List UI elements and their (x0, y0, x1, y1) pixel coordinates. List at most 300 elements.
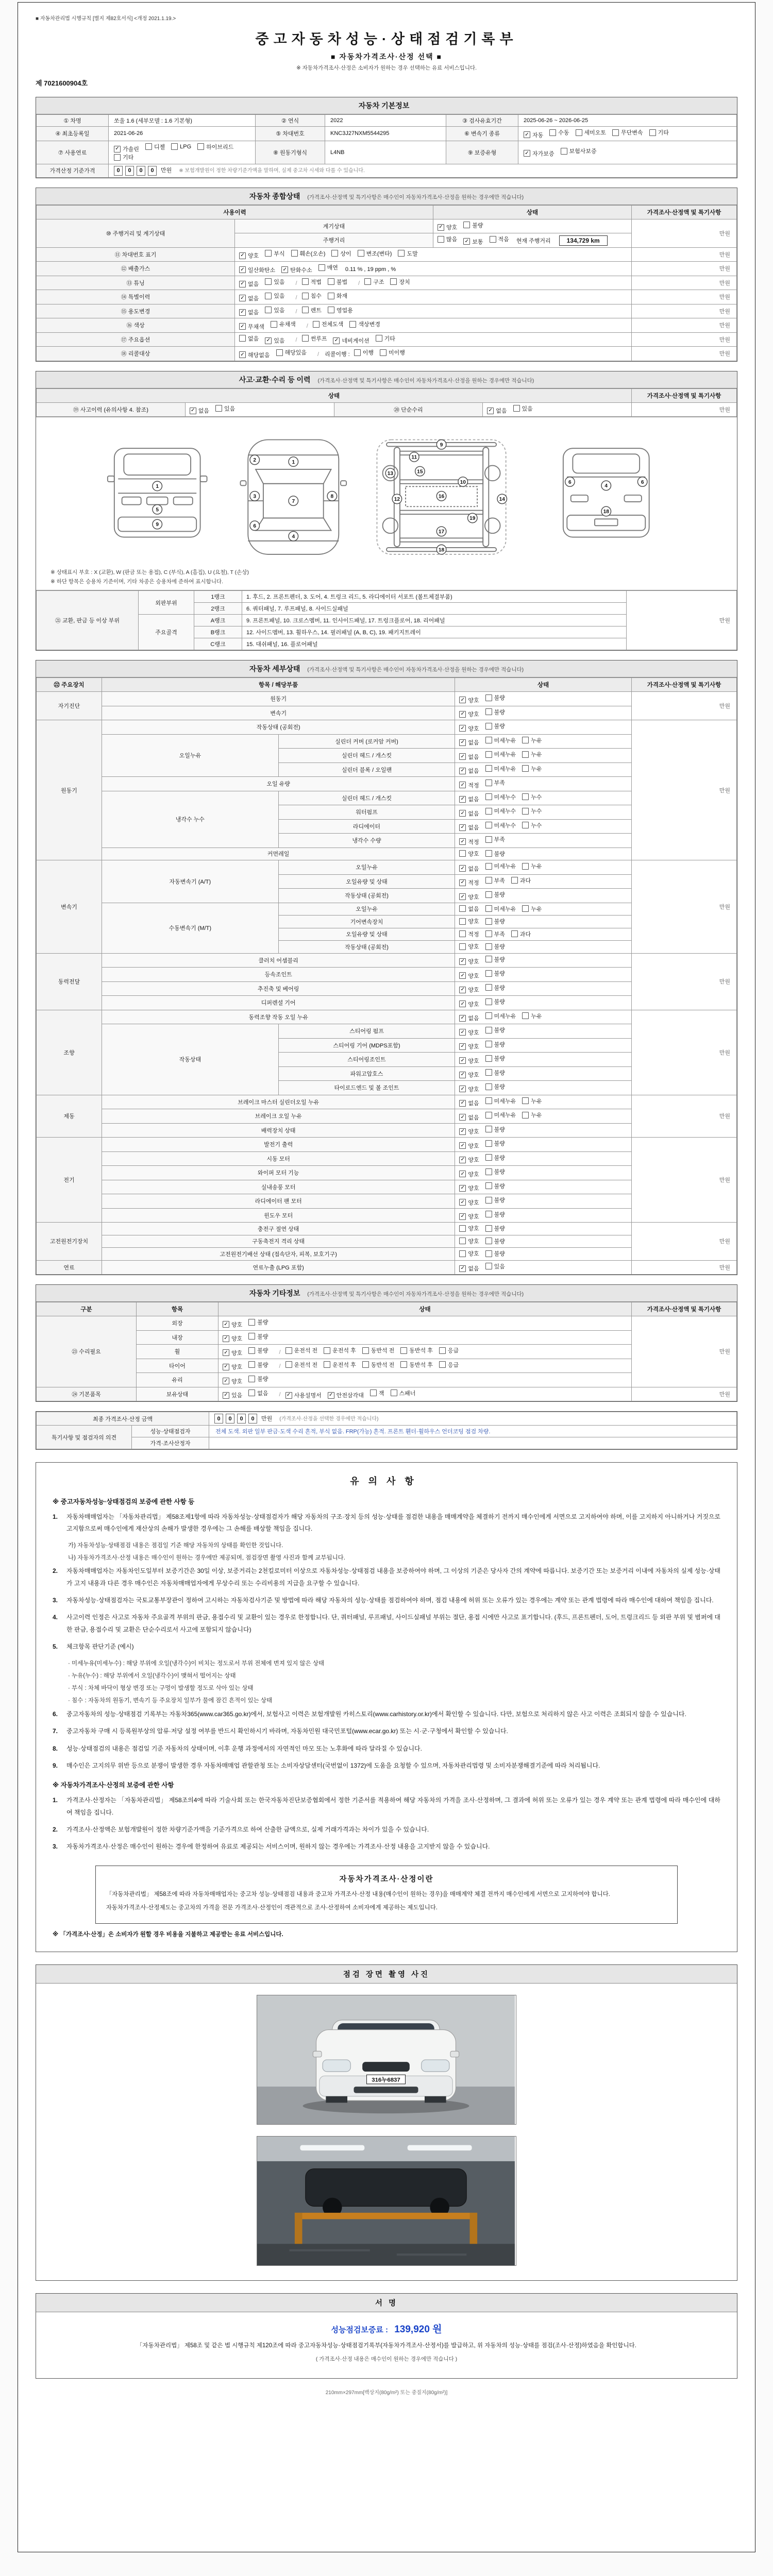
checkbox-option[interactable] (485, 750, 516, 758)
checkbox-option[interactable] (576, 128, 607, 137)
checkbox-option[interactable] (223, 1377, 242, 1385)
checkbox-option[interactable] (197, 143, 233, 151)
checkbox-icon[interactable] (400, 1347, 407, 1354)
checkbox-option[interactable] (459, 893, 479, 901)
checkbox-icon[interactable] (248, 1389, 255, 1396)
checkbox-option[interactable] (285, 1361, 318, 1369)
checkbox-option[interactable] (239, 323, 264, 331)
checkbox-option[interactable] (459, 1249, 479, 1258)
checkbox-icon[interactable] (114, 154, 121, 161)
checkbox-option[interactable] (485, 1012, 516, 1020)
checkbox-icon[interactable] (485, 998, 492, 1005)
checkbox-icon[interactable] (485, 1041, 492, 1047)
checkbox-option[interactable] (522, 807, 542, 815)
checkbox-option[interactable] (302, 278, 322, 286)
checkbox-icon[interactable] (485, 1225, 492, 1232)
checkbox-option[interactable] (561, 147, 597, 155)
checkbox-option[interactable] (485, 955, 505, 963)
checkbox-icon[interactable] (265, 293, 272, 299)
checkbox-option[interactable] (485, 1210, 505, 1218)
checkbox-icon[interactable] (265, 307, 272, 313)
checkbox-option[interactable] (271, 320, 296, 328)
checkbox-icon[interactable] (248, 1361, 255, 1368)
checkbox-option[interactable] (459, 1142, 479, 1150)
checkbox-option[interactable] (324, 1346, 356, 1354)
checkbox-option[interactable] (485, 1111, 516, 1119)
checkbox-icon[interactable] (485, 808, 492, 815)
checkbox-option[interactable] (612, 128, 643, 137)
checkbox-option[interactable] (358, 249, 392, 258)
checkbox-option[interactable] (485, 1237, 505, 1245)
checkbox-option[interactable] (459, 838, 479, 846)
checkbox-checked-icon[interactable]: ✓ (190, 408, 196, 414)
checkbox-checked-icon[interactable]: ✓ (459, 753, 466, 760)
checkbox-option[interactable] (459, 1028, 479, 1037)
checkbox-checked-icon[interactable]: ✓ (459, 865, 466, 872)
checkbox-icon[interactable] (511, 877, 518, 884)
checkbox-option[interactable] (459, 1184, 479, 1192)
checkbox-option[interactable] (485, 890, 505, 899)
checkbox-option[interactable] (400, 1361, 433, 1369)
checkbox-option[interactable] (313, 320, 344, 328)
checkbox-option[interactable] (398, 249, 417, 258)
checkbox-checked-icon[interactable]: ✓ (459, 796, 466, 803)
checkbox-option[interactable] (380, 348, 405, 357)
checkbox-option[interactable] (459, 767, 479, 775)
checkbox-option[interactable] (485, 793, 516, 801)
checkbox-option[interactable] (459, 1057, 479, 1065)
checkbox-option[interactable] (463, 221, 483, 229)
checkbox-option[interactable] (223, 1334, 242, 1343)
checkbox-option[interactable] (276, 348, 307, 357)
checkbox-option[interactable] (459, 738, 479, 747)
checkbox-icon[interactable] (485, 822, 492, 828)
checkbox-icon[interactable] (439, 1347, 446, 1354)
checkbox-option[interactable] (459, 724, 479, 733)
checkbox-option[interactable] (485, 693, 505, 702)
checkbox-option[interactable] (459, 1000, 479, 1008)
checkbox-option[interactable] (459, 878, 479, 887)
checkbox-option[interactable] (522, 765, 542, 773)
checkbox-option[interactable] (114, 145, 139, 153)
checkbox-icon[interactable] (485, 751, 492, 758)
checkbox-option[interactable] (485, 862, 516, 870)
checkbox-option[interactable] (459, 1127, 479, 1136)
checkbox-option[interactable] (349, 320, 380, 328)
checkbox-option[interactable] (485, 835, 505, 843)
checkbox-icon[interactable] (362, 1347, 369, 1354)
checkbox-option[interactable] (459, 1170, 479, 1178)
checkbox-checked-icon[interactable]: ✓ (333, 337, 340, 344)
checkbox-checked-icon[interactable]: ✓ (239, 252, 246, 259)
checkbox-option[interactable] (459, 1237, 479, 1245)
checkbox-option[interactable] (291, 249, 326, 258)
checkbox-option[interactable] (485, 930, 505, 938)
checkbox-icon[interactable] (490, 236, 496, 243)
checkbox-icon[interactable] (485, 779, 492, 786)
checkbox-checked-icon[interactable]: ✓ (459, 1213, 466, 1220)
checkbox-icon[interactable] (485, 877, 492, 884)
checkbox-checked-icon[interactable]: ✓ (459, 725, 466, 732)
checkbox-icon[interactable] (459, 918, 466, 925)
checkbox-icon[interactable] (485, 863, 492, 870)
checkbox-icon[interactable] (485, 850, 492, 857)
checkbox-option[interactable] (485, 1069, 505, 1077)
checkbox-icon[interactable] (370, 1389, 377, 1396)
checkbox-checked-icon[interactable]: ✓ (459, 711, 466, 718)
checkbox-option[interactable] (239, 351, 270, 359)
checkbox-icon[interactable] (376, 335, 382, 342)
checkbox-option[interactable] (354, 348, 374, 357)
checkbox-option[interactable] (511, 876, 531, 885)
checkbox-checked-icon[interactable]: ✓ (459, 739, 466, 746)
checkbox-option[interactable] (459, 795, 479, 803)
checkbox-option[interactable] (485, 1097, 516, 1105)
checkbox-checked-icon[interactable]: ✓ (459, 1015, 466, 1022)
checkbox-checked-icon[interactable]: ✓ (459, 782, 466, 788)
checkbox-checked-icon[interactable]: ✓ (459, 768, 466, 774)
checkbox-icon[interactable] (485, 1197, 492, 1204)
checkbox-option[interactable] (485, 1224, 505, 1232)
checkbox-option[interactable] (362, 1361, 395, 1369)
checkbox-icon[interactable] (485, 1097, 492, 1104)
checkbox-option[interactable] (485, 765, 516, 773)
checkbox-icon[interactable] (485, 930, 492, 937)
checkbox-checked-icon[interactable]: ✓ (459, 1100, 466, 1107)
checkbox-option[interactable] (485, 984, 505, 992)
checkbox-icon[interactable] (576, 129, 582, 136)
checkbox-checked-icon[interactable]: ✓ (459, 1057, 466, 1064)
checkbox-option[interactable] (459, 696, 479, 704)
checkbox-option[interactable] (215, 404, 235, 413)
checkbox-option[interactable] (459, 1113, 479, 1122)
checkbox-icon[interactable] (485, 970, 492, 977)
checkbox-option[interactable] (459, 986, 479, 994)
checkbox-option[interactable] (265, 336, 284, 345)
checkbox-icon[interactable] (522, 765, 529, 772)
checkbox-icon[interactable] (438, 236, 444, 243)
checkbox-icon[interactable] (522, 1012, 529, 1019)
checkbox-icon[interactable] (400, 1361, 407, 1368)
checkbox-option[interactable] (391, 1389, 416, 1397)
checkbox-checked-icon[interactable]: ✓ (459, 1171, 466, 1177)
checkbox-icon[interactable] (328, 293, 334, 299)
checkbox-option[interactable] (318, 263, 338, 272)
checkbox-icon[interactable] (485, 1069, 492, 1076)
checkbox-icon[interactable] (485, 1126, 492, 1132)
checkbox-icon[interactable] (459, 905, 466, 912)
checkbox-option[interactable] (328, 292, 347, 300)
checkbox-option[interactable] (459, 1198, 479, 1207)
checkbox-checked-icon[interactable]: ✓ (459, 1001, 466, 1007)
checkbox-checked-icon[interactable]: ✓ (223, 1349, 229, 1356)
checkbox-option[interactable] (171, 143, 191, 150)
checkbox-icon[interactable] (313, 321, 320, 328)
checkbox-checked-icon[interactable]: ✓ (239, 351, 246, 358)
checkbox-checked-icon[interactable]: ✓ (524, 150, 530, 157)
checkbox-icon[interactable] (362, 1361, 369, 1368)
checkbox-option[interactable] (223, 1349, 242, 1357)
checkbox-option[interactable] (485, 942, 505, 951)
checkbox-option[interactable] (364, 278, 384, 286)
checkbox-option[interactable] (265, 306, 284, 314)
checkbox-option[interactable] (438, 235, 457, 243)
checkbox-option[interactable] (522, 736, 542, 744)
checkbox-icon[interactable] (302, 307, 309, 313)
checkbox-icon[interactable] (522, 905, 529, 912)
checkbox-option[interactable] (114, 153, 133, 161)
checkbox-icon[interactable] (485, 1027, 492, 1033)
checkbox-icon[interactable] (318, 264, 325, 271)
checkbox-icon[interactable] (485, 1055, 492, 1062)
checkbox-option[interactable] (459, 930, 479, 938)
checkbox-option[interactable] (265, 292, 284, 300)
checkbox-icon[interactable] (248, 1376, 255, 1382)
checkbox-option[interactable] (248, 1318, 268, 1326)
checkbox-icon[interactable] (522, 808, 529, 815)
checkbox-option[interactable] (239, 266, 275, 274)
checkbox-icon[interactable] (271, 321, 277, 328)
checkbox-option[interactable] (522, 905, 542, 913)
checkbox-checked-icon[interactable]: ✓ (459, 1157, 466, 1163)
checkbox-option[interactable] (376, 334, 395, 343)
checkbox-option[interactable] (459, 753, 479, 761)
checkbox-option[interactable] (302, 306, 322, 314)
checkbox-option[interactable] (328, 278, 347, 286)
checkbox-option[interactable] (485, 997, 505, 1006)
checkbox-icon[interactable] (285, 1361, 292, 1368)
checkbox-option[interactable] (328, 1391, 364, 1399)
checkbox-icon[interactable] (390, 278, 397, 285)
checkbox-option[interactable] (239, 294, 259, 302)
checkbox-option[interactable] (485, 1139, 505, 1147)
checkbox-option[interactable] (248, 1332, 268, 1341)
checkbox-option[interactable] (459, 1212, 479, 1221)
checkbox-icon[interactable] (380, 349, 386, 356)
checkbox-option[interactable] (511, 930, 531, 938)
checkbox-option[interactable] (459, 823, 479, 832)
checkbox-option[interactable] (239, 334, 259, 343)
checkbox-icon[interactable] (522, 863, 529, 870)
checkbox-icon[interactable] (285, 1347, 292, 1354)
checkbox-option[interactable] (439, 1346, 459, 1354)
checkbox-option[interactable] (223, 1320, 242, 1329)
checkbox-option[interactable] (239, 308, 259, 316)
checkbox-icon[interactable] (522, 1112, 529, 1118)
checkbox-option[interactable] (485, 876, 505, 885)
checkbox-icon[interactable] (485, 694, 492, 701)
checkbox-icon[interactable] (276, 349, 283, 356)
checkbox-option[interactable] (302, 292, 322, 300)
checkbox-option[interactable] (459, 942, 479, 951)
checkbox-icon[interactable] (459, 1250, 466, 1257)
checkbox-checked-icon[interactable]: ✓ (223, 1321, 229, 1328)
checkbox-option[interactable] (485, 1125, 505, 1133)
checkbox-checked-icon[interactable]: ✓ (239, 295, 246, 301)
checkbox-checked-icon[interactable]: ✓ (459, 987, 466, 993)
checkbox-icon[interactable] (485, 1168, 492, 1175)
checkbox-option[interactable] (265, 249, 284, 258)
checkbox-icon[interactable] (612, 129, 619, 136)
checkbox-checked-icon[interactable]: ✓ (459, 1086, 466, 1092)
checkbox-icon[interactable] (522, 751, 529, 758)
checkbox-option[interactable] (522, 750, 542, 758)
checkbox-checked-icon[interactable]: ✓ (459, 810, 466, 817)
checkbox-option[interactable] (439, 1361, 459, 1369)
checkbox-icon[interactable] (302, 278, 309, 285)
checkbox-checked-icon[interactable]: ✓ (265, 337, 272, 344)
checkbox-option[interactable] (459, 850, 479, 858)
checkbox-checked-icon[interactable]: ✓ (459, 697, 466, 703)
checkbox-option[interactable] (248, 1346, 268, 1354)
checkbox-checked-icon[interactable]: ✓ (459, 958, 466, 965)
checkbox-checked-icon[interactable]: ✓ (239, 281, 246, 287)
checkbox-option[interactable] (522, 1012, 542, 1020)
checkbox-checked-icon[interactable]: ✓ (459, 838, 466, 845)
checkbox-option[interactable] (324, 1361, 356, 1369)
checkbox-icon[interactable] (649, 129, 656, 136)
checkbox-checked-icon[interactable]: ✓ (459, 1199, 466, 1206)
checkbox-checked-icon[interactable]: ✓ (223, 1364, 229, 1370)
checkbox-checked-icon[interactable]: ✓ (239, 323, 246, 330)
checkbox-option[interactable] (485, 917, 505, 925)
checkbox-option[interactable] (459, 1264, 479, 1273)
checkbox-icon[interactable] (302, 293, 309, 299)
checkbox-icon[interactable] (485, 1182, 492, 1189)
checkbox-icon[interactable] (459, 1238, 466, 1244)
checkbox-option[interactable] (459, 1156, 479, 1164)
checkbox-option[interactable] (248, 1389, 268, 1397)
checkbox-option[interactable] (485, 821, 516, 829)
checkbox-option[interactable] (485, 1082, 505, 1091)
checkbox-icon[interactable] (354, 349, 361, 356)
checkbox-checked-icon[interactable]: ✓ (239, 309, 246, 316)
checkbox-checked-icon[interactable]: ✓ (459, 893, 466, 900)
checkbox-checked-icon[interactable]: ✓ (459, 879, 466, 886)
checkbox-option[interactable] (362, 1346, 395, 1354)
checkbox-checked-icon[interactable]: ✓ (524, 131, 530, 138)
checkbox-icon[interactable] (171, 143, 178, 150)
checkbox-checked-icon[interactable]: ✓ (114, 146, 121, 152)
checkbox-option[interactable] (285, 1391, 322, 1399)
checkbox-icon[interactable] (485, 836, 492, 843)
checkbox-icon[interactable] (511, 930, 518, 937)
checkbox-checked-icon[interactable]: ✓ (239, 266, 246, 273)
checkbox-icon[interactable] (485, 1140, 492, 1147)
checkbox-checked-icon[interactable]: ✓ (459, 824, 466, 831)
checkbox-option[interactable] (438, 223, 457, 231)
checkbox-icon[interactable] (485, 956, 492, 962)
checkbox-option[interactable] (333, 336, 369, 345)
checkbox-checked-icon[interactable]: ✓ (328, 1392, 334, 1399)
checkbox-option[interactable] (513, 404, 533, 413)
checkbox-option[interactable] (522, 1097, 542, 1105)
checkbox-option[interactable] (459, 905, 479, 913)
checkbox-checked-icon[interactable]: ✓ (281, 266, 288, 273)
checkbox-checked-icon[interactable]: ✓ (487, 408, 494, 414)
checkbox-option[interactable] (459, 972, 479, 980)
checkbox-option[interactable] (239, 251, 259, 260)
checkbox-icon[interactable] (398, 250, 405, 257)
checkbox-icon[interactable] (265, 278, 272, 285)
checkbox-icon[interactable] (328, 307, 334, 313)
checkbox-option[interactable] (459, 1099, 479, 1107)
checkbox-checked-icon[interactable]: ✓ (459, 972, 466, 979)
checkbox-option[interactable] (370, 1389, 384, 1397)
checkbox-icon[interactable] (522, 737, 529, 743)
checkbox-option[interactable] (487, 406, 507, 415)
checkbox-icon[interactable] (485, 891, 492, 898)
checkbox-icon[interactable] (485, 1211, 492, 1217)
checkbox-icon[interactable] (485, 943, 492, 950)
checkbox-option[interactable] (485, 969, 505, 977)
checkbox-icon[interactable] (549, 129, 556, 136)
checkbox-option[interactable] (485, 1249, 505, 1258)
checkbox-icon[interactable] (265, 250, 272, 257)
checkbox-icon[interactable] (485, 1112, 492, 1118)
checkbox-option[interactable] (522, 862, 542, 870)
checkbox-icon[interactable] (459, 850, 466, 857)
checkbox-icon[interactable] (485, 765, 492, 772)
checkbox-option[interactable] (485, 708, 505, 716)
checkbox-icon[interactable] (197, 143, 204, 150)
checkbox-icon[interactable] (364, 278, 371, 285)
checkbox-option[interactable] (400, 1346, 433, 1354)
checkbox-option[interactable] (302, 334, 327, 343)
checkbox-option[interactable] (145, 143, 165, 151)
checkbox-option[interactable] (463, 238, 483, 246)
checkbox-option[interactable] (459, 809, 479, 818)
checkbox-option[interactable] (459, 781, 479, 789)
checkbox-option[interactable] (549, 128, 569, 137)
checkbox-option[interactable] (190, 406, 209, 415)
checkbox-icon[interactable] (324, 1347, 330, 1354)
checkbox-option[interactable] (248, 1361, 268, 1369)
checkbox-icon[interactable] (239, 335, 246, 342)
checkbox-option[interactable] (328, 306, 353, 314)
checkbox-option[interactable] (265, 278, 284, 286)
checkbox-option[interactable] (522, 1111, 542, 1119)
checkbox-option[interactable] (281, 266, 312, 274)
checkbox-option[interactable] (524, 149, 554, 158)
checkbox-icon[interactable] (485, 737, 492, 743)
checkbox-icon[interactable] (291, 250, 298, 257)
checkbox-icon[interactable] (328, 278, 334, 285)
checkbox-option[interactable] (459, 1014, 479, 1022)
checkbox-icon[interactable] (485, 1250, 492, 1257)
checkbox-option[interactable] (485, 1154, 505, 1162)
checkbox-icon[interactable] (522, 793, 529, 800)
checkbox-option[interactable] (485, 1040, 505, 1048)
checkbox-option[interactable] (459, 917, 479, 925)
checkbox-icon[interactable] (459, 943, 466, 950)
checkbox-option[interactable] (485, 722, 505, 730)
checkbox-icon[interactable] (485, 1154, 492, 1161)
checkbox-checked-icon[interactable]: ✓ (463, 238, 470, 245)
checkbox-option[interactable] (390, 278, 410, 286)
checkbox-option[interactable] (485, 1054, 505, 1062)
checkbox-option[interactable] (485, 1167, 505, 1176)
checkbox-icon[interactable] (349, 321, 356, 328)
checkbox-icon[interactable] (331, 250, 338, 257)
checkbox-icon[interactable] (463, 222, 470, 228)
checkbox-option[interactable] (459, 957, 479, 965)
checkbox-option[interactable] (485, 736, 516, 744)
checkbox-icon[interactable] (459, 1225, 466, 1232)
checkbox-icon[interactable] (485, 793, 492, 800)
checkbox-option[interactable] (459, 865, 479, 873)
checkbox-option[interactable] (239, 280, 259, 288)
